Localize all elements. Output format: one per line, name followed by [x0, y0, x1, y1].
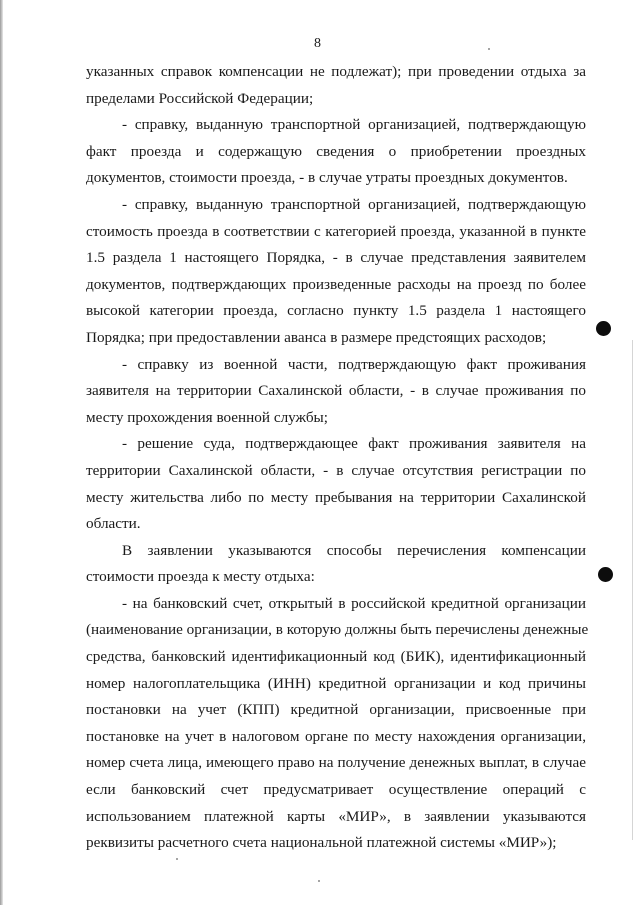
text-line: использованием платежной карты «МИР», в заявлении указываются: [86, 807, 586, 825]
text-line: области.: [86, 515, 141, 533]
text-line: месту прохождения военной службы;: [86, 408, 328, 426]
text-line: - справку из военной части, подтверждающую факт проживания: [122, 355, 586, 373]
scan-edge: [0, 0, 3, 905]
text-line: факт проезда и содержащую сведения о приобретении проездных: [86, 142, 586, 160]
text-line: указанных справок компенсации не подлежат); при проведении отдыха за: [86, 63, 586, 80]
text-line: стоимость проезда в соответствии с категорией проезда, указанной в пункте: [86, 222, 586, 240]
document-body: [86, 59, 589, 857]
scan-speck: [176, 858, 178, 860]
text-line: территории Сахалинской области, - в случае отсутствия регистрации по: [86, 461, 586, 479]
punch-hole: [596, 321, 611, 336]
text-line: - на банковский счет, открытый в российской кредитной организации: [122, 594, 586, 612]
scan-speck: [488, 48, 490, 50]
text-line: Порядка; при предоставлении аванса в размере предстоящих расходов;: [86, 328, 547, 346]
text-line: 1.5 раздела 1 настоящего Порядка, - в случае представления заявителем: [86, 249, 586, 267]
text-line: реквизиты расчетного счета национальной платежной системы «МИР»);: [86, 834, 557, 852]
text-line: средства, банковский идентификационный код (БИК), идентификационный: [86, 648, 586, 666]
text-line: номер налогоплательщика (ИНН) кредитной организации и код причины: [86, 674, 586, 692]
text-line: стоимости проезда к месту отдыха:: [86, 568, 315, 586]
text-line: документов, подтверждающих произведенные расходы на проезд по более: [86, 275, 586, 293]
text-line: - справку, выданную транспортной организацией, подтверждающую: [122, 116, 586, 134]
text-line: заявителя на территории Сахалинской области, - в случае проживания по: [86, 382, 586, 400]
scan-edge-right: [632, 340, 633, 840]
text-line: постановке на учет в налоговом органе по месту нахождения организации,: [86, 727, 586, 745]
text-line: постановки на учет (КПП) кредитной организации, присвоенные при: [86, 701, 586, 719]
text-line: В заявлении указываются способы перечисления компенсации: [122, 541, 586, 559]
text-line: пределами Российской Федерации;: [86, 89, 314, 107]
page-number: 8: [314, 36, 321, 51]
text-line: если банковский счет предусматривает осуществление операций с: [86, 781, 586, 799]
scan-speck: [318, 880, 320, 882]
text-line: (наименование организации, в которую должны быть перечислены денежные: [86, 621, 589, 639]
text-line: - решение суда, подтверждающее факт проживания заявителя на: [122, 435, 586, 453]
text-line: - справку, выданную транспортной организацией, подтверждающую: [122, 195, 586, 213]
punch-hole: [598, 567, 613, 582]
text-line: документов, стоимости проезда, - в случае утраты проездных документов.: [86, 169, 568, 187]
text-line: номер счета лица, имеющего право на получение денежных выплат, в случае: [86, 754, 586, 772]
text-line: высокой категории проезда, согласно пункту 1.5 раздела 1 настоящего: [86, 302, 586, 320]
text-line: месту жительства либо по месту пребывания на территории Сахалинской: [86, 488, 586, 506]
